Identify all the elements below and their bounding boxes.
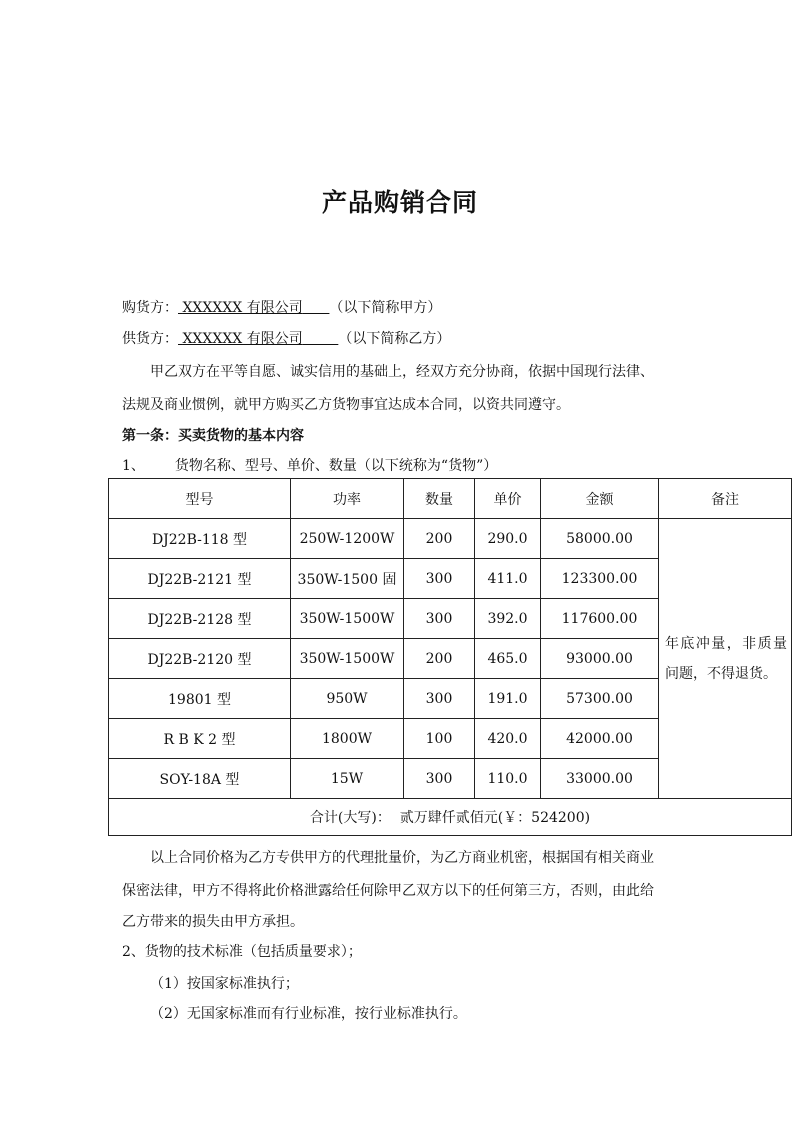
cell-quantity: 300 bbox=[404, 759, 475, 799]
table-row bbox=[109, 519, 792, 559]
intro-line-2: 法规及商业惯例，就甲方购买乙方货物事宜达成本合同，以资共同遵守。 bbox=[122, 397, 570, 413]
cell-power: 950W bbox=[291, 679, 404, 719]
seller-label: 供货方： bbox=[122, 331, 178, 347]
seller-value: XXXXXX 有限公司 bbox=[182, 331, 303, 347]
buyer-value: XXXXXX 有限公司 bbox=[182, 300, 303, 316]
item2-sub-1: （1）按国家标准执行； bbox=[150, 976, 299, 992]
cell-remark: 年底冲量，非质量问题，不得退货。 bbox=[659, 519, 792, 799]
cell-unit-price: 411.0 bbox=[475, 559, 541, 599]
cell-unit-price: 392.0 bbox=[475, 599, 541, 639]
cell-quantity: 200 bbox=[404, 639, 475, 679]
price-note-line-1: 以上合同价格为乙方专供甲方的代理批量价，为乙方商业机密，根据国有相关商业 bbox=[150, 850, 654, 866]
cell-unit-price: 191.0 bbox=[475, 679, 541, 719]
cell-power: 15W bbox=[291, 759, 404, 799]
intro-line-1: 甲乙双方在平等自愿、诚实信用的基础上，经双方充分协商，依据中国现行法律、 bbox=[150, 364, 654, 380]
cell-amount: 123300.00 bbox=[541, 559, 659, 599]
header-cell-model: 型号 bbox=[109, 479, 291, 519]
header-cell-power: 功率 bbox=[291, 479, 404, 519]
cell-quantity: 300 bbox=[404, 559, 475, 599]
goods-table bbox=[108, 478, 792, 836]
cell-amount: 42000.00 bbox=[541, 719, 659, 759]
cell-model: R B K 2 型 bbox=[109, 719, 291, 759]
cell-quantity: 200 bbox=[404, 519, 475, 559]
cell-power: 350W-1500W bbox=[291, 599, 404, 639]
seller-suffix: （以下简称乙方） bbox=[338, 331, 451, 347]
cell-quantity: 300 bbox=[404, 679, 475, 719]
header-cell-remark: 备注 bbox=[659, 479, 792, 519]
cell-unit-price: 110.0 bbox=[475, 759, 541, 799]
price-note-line-2: 保密法律，甲方不得将此价格泄露给任何除甲乙双方以下的任何第三方，否则，由此给 bbox=[122, 883, 654, 899]
cell-amount: 57300.00 bbox=[541, 679, 659, 719]
header-cell-unit-price: 单价 bbox=[475, 479, 541, 519]
article1-item1 bbox=[122, 455, 497, 475]
cell-amount: 93000.00 bbox=[541, 639, 659, 679]
buyer-line bbox=[122, 297, 441, 317]
item1-text: 货物名称、型号、单价、数量（以下统称为“货物”） bbox=[174, 458, 498, 474]
cell-unit-price: 420.0 bbox=[475, 719, 541, 759]
cell-power: 350W-1500W bbox=[291, 639, 404, 679]
cell-quantity: 300 bbox=[404, 599, 475, 639]
document-title: 产品购销合同 bbox=[321, 188, 478, 217]
buyer-suffix: （以下简称甲方） bbox=[329, 300, 442, 316]
total-cell: 合计(大写)： 贰万肆仟贰佰元(￥：524200) bbox=[109, 799, 792, 836]
header-cell-amount: 金额 bbox=[541, 479, 659, 519]
cell-model: DJ22B-2121 型 bbox=[109, 559, 291, 599]
cell-model: DJ22B-2120 型 bbox=[109, 639, 291, 679]
price-note-line-3: 乙方带来的损失由甲方承担。 bbox=[122, 914, 304, 930]
cell-amount: 33000.00 bbox=[541, 759, 659, 799]
cell-amount: 58000.00 bbox=[541, 519, 659, 559]
table-header-row bbox=[109, 479, 792, 519]
buyer-label: 购货方： bbox=[122, 300, 178, 316]
item1-number: 1、 bbox=[122, 458, 145, 474]
item2-heading: 2、货物的技术标准（包括质量要求）； bbox=[122, 944, 362, 960]
cell-power: 250W-1200W bbox=[291, 519, 404, 559]
cell-model: 19801 型 bbox=[109, 679, 291, 719]
item2-sub-2: （2）无国家标准而有行业标准，按行业标准执行。 bbox=[150, 1006, 467, 1022]
seller-line bbox=[122, 328, 450, 348]
cell-model: SOY-18A 型 bbox=[109, 759, 291, 799]
cell-unit-price: 465.0 bbox=[475, 639, 541, 679]
table-total-row bbox=[109, 799, 792, 836]
cell-amount: 117600.00 bbox=[541, 599, 659, 639]
cell-power: 350W-1500 固 bbox=[291, 559, 404, 599]
cell-model: DJ22B-118 型 bbox=[109, 519, 291, 559]
cell-model: DJ22B-2128 型 bbox=[109, 599, 291, 639]
cell-quantity: 100 bbox=[404, 719, 475, 759]
cell-power: 1800W bbox=[291, 719, 404, 759]
header-cell-quantity: 数量 bbox=[404, 479, 475, 519]
article1-heading: 第一条：买卖货物的基本内容 bbox=[122, 428, 304, 444]
cell-unit-price: 290.0 bbox=[475, 519, 541, 559]
